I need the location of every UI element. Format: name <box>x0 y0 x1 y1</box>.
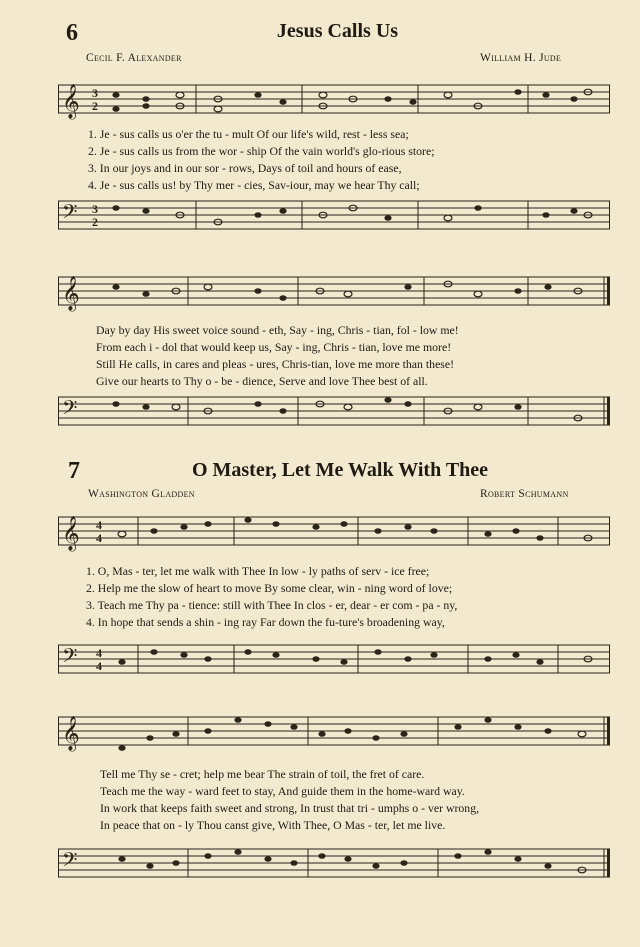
svg-text:𝄞: 𝄞 <box>62 516 80 551</box>
lyric-line: 3. Teach me Thy pa - tience: still with Thee In clos - er, dear - er com - pa - ny, <box>86 598 458 612</box>
svg-text:𝄢: 𝄢 <box>62 200 78 228</box>
music-credit: Robert Schumann <box>480 488 569 500</box>
bass-staff <box>58 640 614 684</box>
lyric-line: Still He calls, in cares and pleas - ures, Chris-tian, love me more than these! <box>96 357 455 371</box>
lyric-line: 4. In hope that sends a shin - ing ray Far down the fu-ture's broadening way, <box>86 615 445 629</box>
words-credit: Washington Gladden <box>88 488 195 500</box>
hymn-title: O Master, Let Me Walk With Thee <box>191 459 489 481</box>
lyric-line: From each i - dol that would keep us, Say - ing, Chris - tian, love me more! <box>96 340 452 354</box>
lyric-line: 2. Help me the slow of heart to move By some clear, win - ning word of love; <box>86 581 453 595</box>
svg-text:4: 4 <box>96 646 102 660</box>
svg-text:𝄞: 𝄞 <box>62 716 80 751</box>
lyric-line: 3. In our joys and in our sor - rows, Days of toil and hours of ease, <box>88 161 402 175</box>
treble-staff <box>58 272 614 312</box>
bass-staff <box>58 196 614 240</box>
svg-text:2: 2 <box>92 99 98 113</box>
lyric-line: 1. Je - sus calls us o'er the tu - mult Of our life's wild, rest - less sea; <box>88 127 409 141</box>
svg-text:𝄢: 𝄢 <box>62 396 78 424</box>
hymn-title: Jesus Calls Us <box>276 20 399 42</box>
svg-text:3: 3 <box>92 202 98 216</box>
page-number: 6 <box>66 20 78 46</box>
lyric-line: Tell me Thy se - cret; help me bear The strain of toil, the fret of care. <box>100 767 425 781</box>
lyric-line: 2. Je - sus calls us from the wor - ship Of the vain world's glo-rious store; <box>88 144 435 158</box>
lyric-line: In work that keeps faith sweet and strong, In trust that tri - umphs o - ver wrong, <box>100 801 480 815</box>
hymn-number: 7 <box>68 458 80 484</box>
svg-text:𝄞: 𝄞 <box>62 84 80 119</box>
treble-staff <box>58 80 614 120</box>
words-credit: Cecil F. Alexander <box>86 52 182 64</box>
music-credit: William H. Jude <box>480 52 562 64</box>
bass-staff <box>58 392 614 436</box>
svg-text:4: 4 <box>96 518 102 532</box>
svg-text:3: 3 <box>92 86 98 100</box>
treble-staff <box>58 512 614 556</box>
svg-text:𝄞: 𝄞 <box>62 276 80 311</box>
lyric-line: In peace that on - ly Thou canst give, With Thee, O Mas - ter, let me live. <box>100 818 446 832</box>
lyric-line: 1. O, Mas - ter, let me walk with Thee In low - ly paths of serv - ice free; <box>86 564 430 578</box>
svg-text:4: 4 <box>96 531 102 545</box>
lyric-line: Give our hearts to Thy o - be - dience, Serve and love Thee best of all. <box>96 374 428 388</box>
treble-staff <box>58 712 614 756</box>
lyric-line: Teach me the way - ward feet to stay, And guide them in the home-ward way. <box>100 784 465 798</box>
svg-text:2: 2 <box>92 215 98 229</box>
bass-staff <box>58 844 614 888</box>
lyric-line: 4. Je - sus calls us! by Thy mer - cies, Sav-iour, may we hear Thy call; <box>88 178 420 192</box>
svg-text:𝄢: 𝄢 <box>62 644 78 672</box>
lyric-line: Day by day His sweet voice sound - eth, Say - ing, Chris - tian, fol - low me! <box>96 323 459 337</box>
svg-text:4: 4 <box>96 659 102 673</box>
svg-text:𝄢: 𝄢 <box>62 848 78 876</box>
